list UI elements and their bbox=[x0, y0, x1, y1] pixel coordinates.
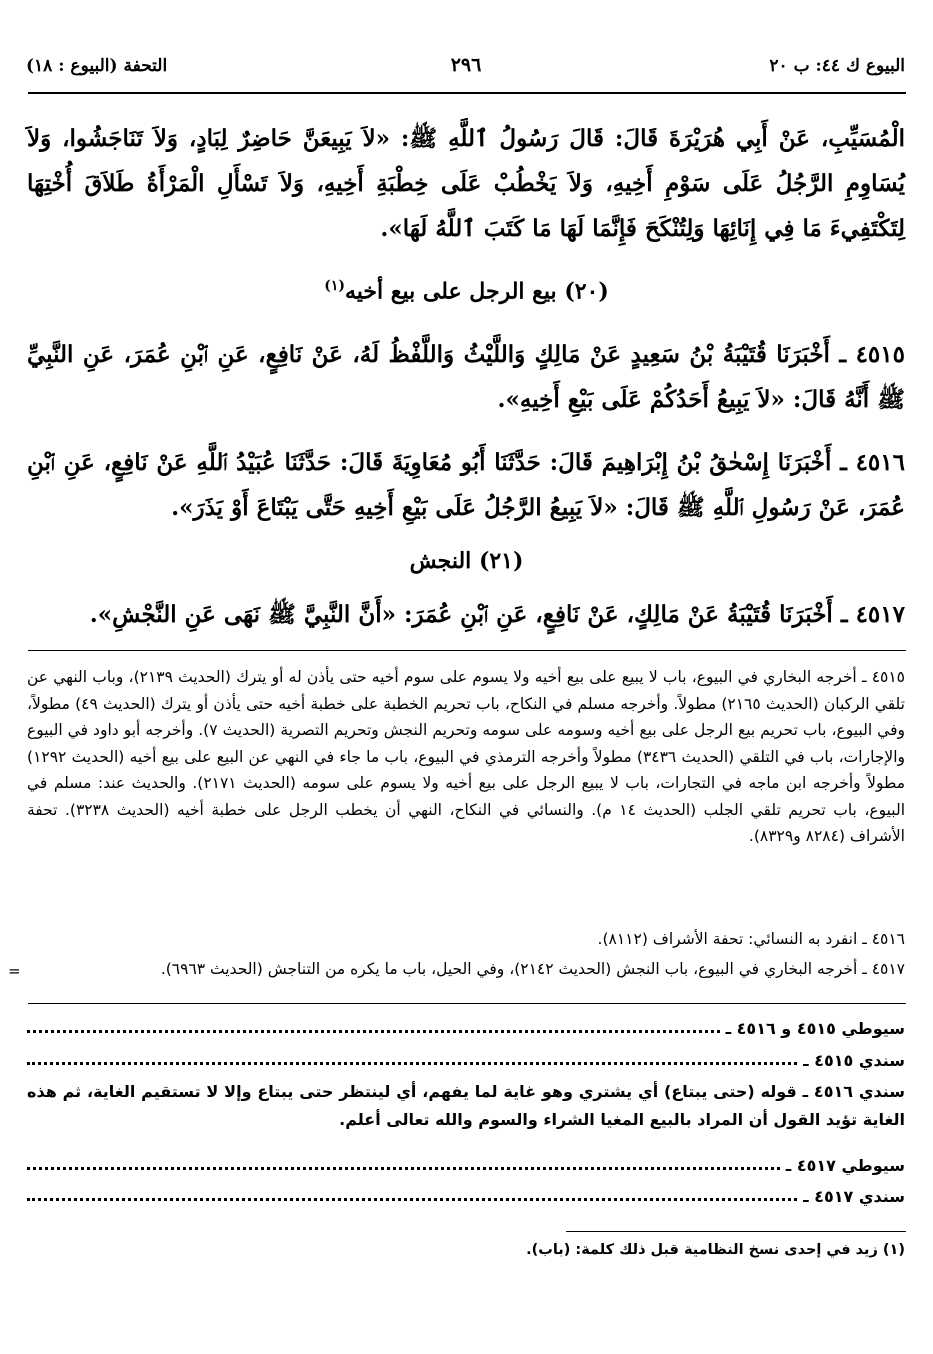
dotted-leader bbox=[27, 1198, 797, 1201]
header-chapter-ref: البيوع ك ٤٤: ب ٢٠ bbox=[769, 56, 905, 76]
suyuti-4517 bbox=[27, 1152, 905, 1178]
header-rule bbox=[28, 92, 906, 94]
dotted-leader bbox=[27, 1062, 797, 1065]
sindi-4517 bbox=[27, 1183, 905, 1209]
dotted-leader bbox=[27, 1030, 720, 1033]
hadith-4515: ٤٥١٥ ـ أَخْبَرَنَا قُتَيْبَةُ بْنُ سَعِيدٍ عَنْ مَالِكٍ وَاللَّيْثُ وَاللَّفْظُ لَهُ، عَنْ نَافِعٍ، عَنِ ٱبْنِ عُمَرَ، عَنِ النَّبِيِّ ﷺ أَنَّهُ قَالَ: «لاَ يَبِيعُ أَحَدُكُمْ عَلَى بَيْعِ أَخِيهِ». bbox=[27, 341, 905, 413]
header-tuhfa-ref: التحفة (البيوع : ١٨) bbox=[26, 56, 168, 76]
sindi-4515-label: سندي ٤٥١٥ ـ bbox=[803, 1050, 905, 1070]
sindi-4517-label: سندي ٤٥١٧ ـ bbox=[803, 1186, 905, 1206]
commentary-rule bbox=[28, 1003, 906, 1004]
note-4517: ٤٥١٧ ـ أخرجه البخاري في البيوع، باب النجش (الحديث ٢١٤٢)، وفي الحيل، باب ما يكره من التناجش (الحديث ٦٩٦٣). bbox=[160, 960, 905, 978]
chapter-21-heading: (٢١) النجش bbox=[409, 548, 524, 574]
page-number: ٢٩٦ bbox=[450, 54, 482, 76]
suyuti-4517-label: سيوطي ٤٥١٧ ـ bbox=[785, 1155, 905, 1175]
sindi-4515 bbox=[27, 1047, 905, 1073]
chapter-20-title: (٢٠) بيع الرجل على بيع أخيه bbox=[344, 278, 609, 305]
footnote-1: (١) زيد في إحدى نسخ النظامية قبل ذلك كلمة: (باب). bbox=[526, 1242, 905, 1258]
chapter-20-footnote-ref: (١) bbox=[324, 278, 345, 294]
hadith-4516: ٤٥١٦ ـ أَخْبَرَنَا إِسْحٰقُ بْنُ إِبْرَاهِيمَ قَالَ: حَدَّثَنَا أَبُو مُعَاوِيَةَ قَالَ: حَدَّثَنَا عُبَيْدُ ٱللَّهِ عَنْ نَافِعٍ، عَنِ ٱبْنِ عُمَرَ، عَنْ رَسُولِ ٱللَّهِ ﷺ قَالَ: «لاَ يَبِيعُ الرَّجُلُ عَلَى بَيْعِ أَخِيهِ حَتَّى يَبْتَاعَ أَوْ يَذَرَ». bbox=[27, 449, 905, 521]
notes-rule bbox=[28, 650, 906, 651]
sindi-4516: سندي ٤٥١٦ ـ قوله (حتى يبتاع) أي يشتري وهو غاية لما يفهم، أي لينتظر حتى يبتاع وإلا لا تستقيم الغاية، ثم هذه الغاية تؤيد القول أن المراد بالبيع المغيا الشراء والسوم والله تعالى أعلم. bbox=[27, 1082, 905, 1129]
footnote-rule bbox=[566, 1231, 906, 1232]
note-4515: ٤٥١٥ ـ أخرجه البخاري في البيوع، باب لا يبيع على بيع أخيه ولا يسوم على سوم أخيه حتى يأذن له أو يترك (الحديث ٢١٣٩)، وباب النهي عن تلقي الركبان (الحديث ٢١٦٥) مطولاً. وأخرجه مسلم في النكاح، باب تحريم الخطبة على خطبة أخيه حتى يأذن أو يترك (الحديث ٤٩) مطولاً، وفي البيوع، باب تحريم بيع الرجل على بيع أخيه وسومه على سومه وتحريم النجش وتحريم التصرية (الحديث ٧). وأخرجه أبو داود في البيوع والإجارات، باب في التلقي (الحديث ٣٤٣٦) مطولاً وأخرجه الترمذي في البيوع، باب ما جاء في النهي عن البيع على بيع أخيه (الحديث ١٢٩٢) مطولاً وأخرجه ابن ماجه في التجارات، باب لا يبيع الرجل على بيع أخيه ولا يسوم على سومه (الحديث ٢١٧١). والحديث عند: مسلم في البيوع، باب تحريم تلقي الجلب (الحديث ١٤ م). والنسائي في النكاح، النهي أن يخطب الرجل على خطبة أخيه (الحديث ٣٢٣٨). تحفة الأشراف (٨٢٨٤ و٨٣٢٩). bbox=[27, 668, 906, 845]
suyuti-4515-4516 bbox=[27, 1015, 905, 1041]
hadith-4517: ٤٥١٧ ـ أَخْبَرَنَا قُتَيْبَةُ عَنْ مَالِكٍ، عَنْ نَافِعٍ، عَنِ ٱبْنِ عُمَرَ: «أَنَّ النَّبِيَّ ﷺ نَهَى عَنِ النَّجْشِ». bbox=[89, 601, 905, 628]
margin-marker: = bbox=[8, 962, 21, 980]
note-4516: ٤٥١٦ ـ انفرد به النسائي: تحفة الأشراف (٨١١٢). bbox=[597, 930, 905, 948]
dotted-leader bbox=[27, 1167, 780, 1170]
chapter-20-heading bbox=[0, 278, 933, 304]
suyuti-4515-4516-label: سيوطي ٤٥١٥ و ٤٥١٦ ـ bbox=[725, 1018, 905, 1038]
hadith-intro: الْمُسَيِّبِ، عَنْ أَبِي هُرَيْرَةَ قَالَ: قَالَ رَسُولُ ٱللَّهِ ﷺ: «لاَ يَبِيعَنَّ حَاضِرٌ لِبَادٍ، وَلاَ تَنَاجَشُوا، وَلاَ يُسَاوِمِ الرَّجُلُ عَلَى سَوْمِ أَخِيهِ، وَلاَ يَخْطُبْ عَلَى خِطْبَةِ أَخِيهِ، وَلاَ تَسْأَلِ الْمَرْأَةُ طَلاَقَ أُخْتِهَا لِتَكْتَفِيءَ مَا فِي إِنَائِهَا وَلِتُنْكَحَ فَإِنَّمَا لَهَا مَا كَتَبَ ٱللَّهُ لَهَا». bbox=[27, 125, 905, 242]
